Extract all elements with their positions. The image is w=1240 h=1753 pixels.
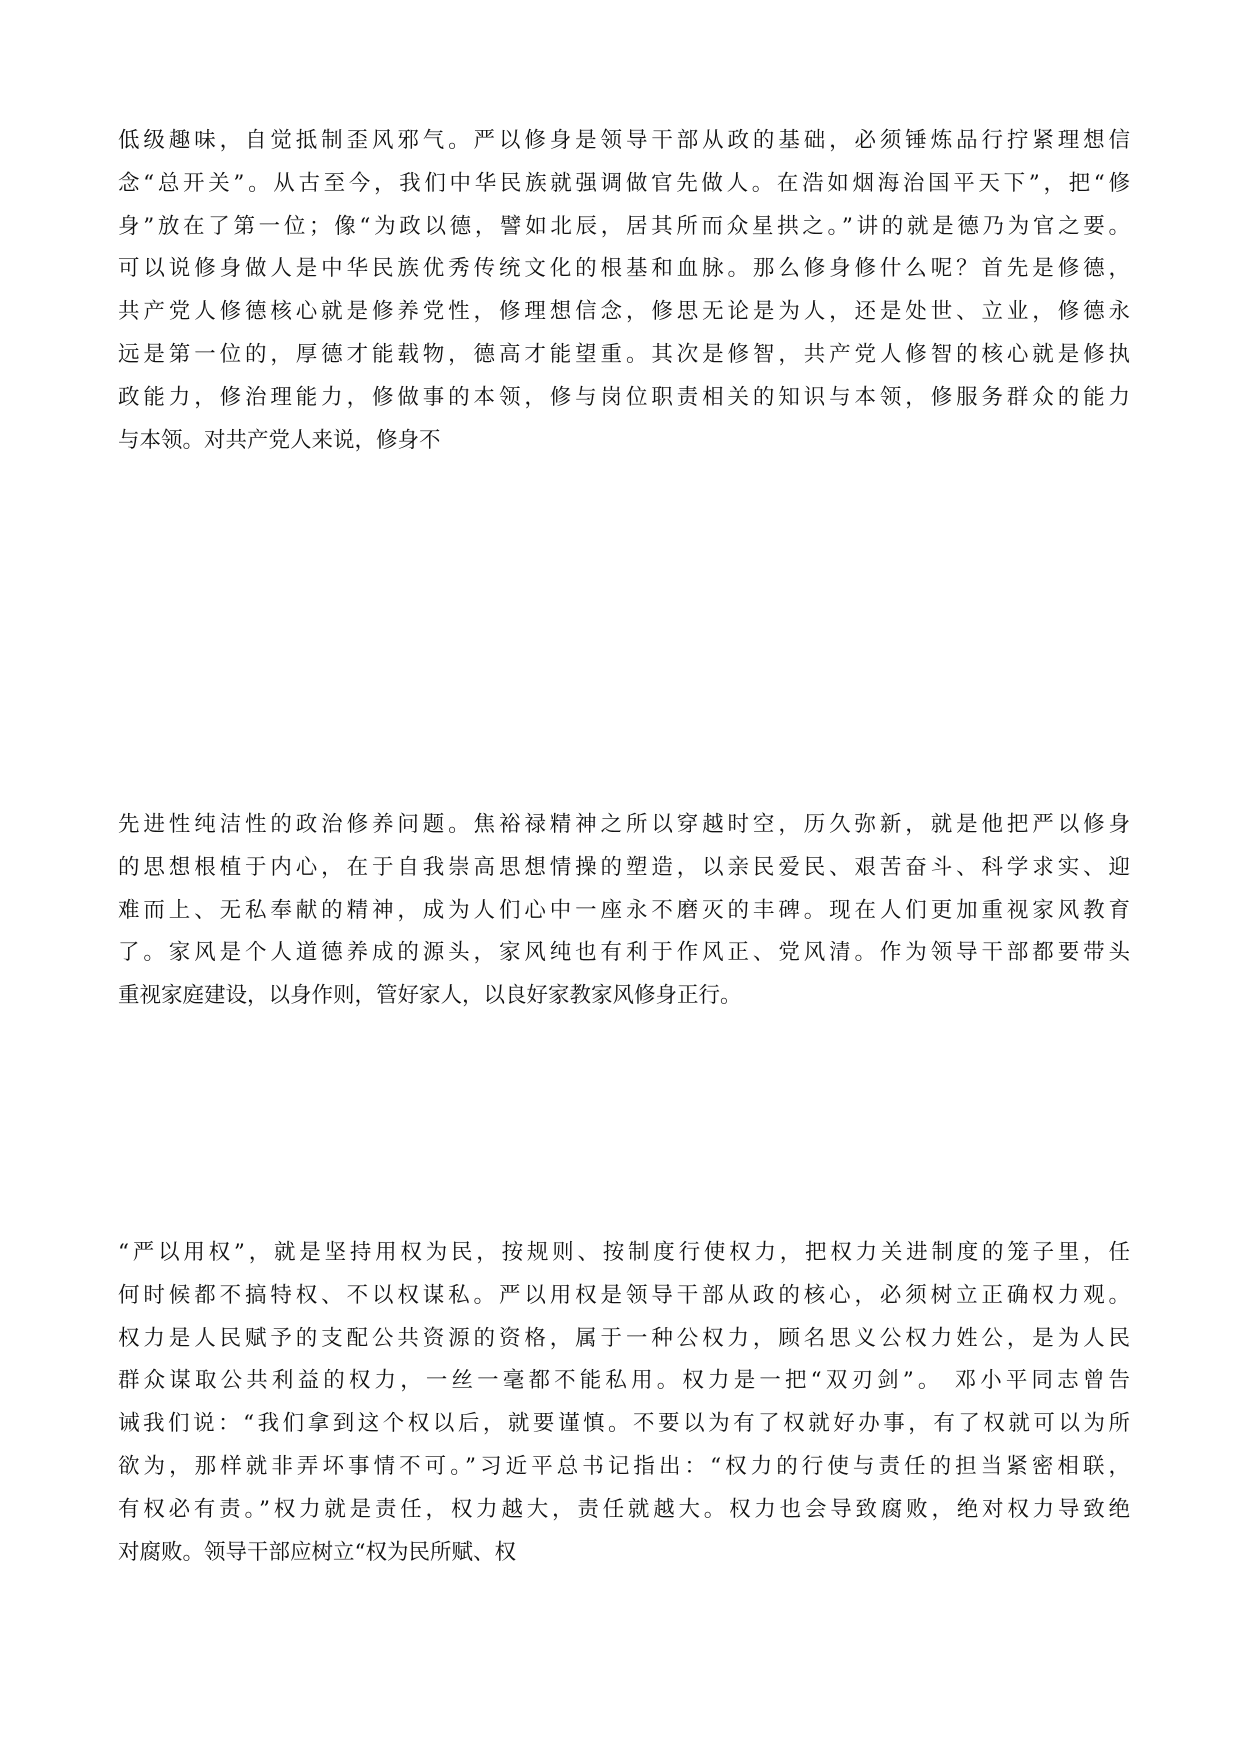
text-line: 念“总开关”。从古至今，我们中华民族就强调做官先做人。在浩如烟海治国平天下”，把“修 (118, 170, 1130, 196)
text-line: 低级趣味，自觉抵制歪风邪气。严以修身是领导干部从政的基础，必须锤炼品行拧紧理想信 (118, 128, 1130, 153)
text-line: 与本领。对共产党人来说，修身不 (118, 427, 441, 453)
text-line: 有权必有责。”权力就是责任，权力越大，责任就越大。权力也会导致腐败，绝对权力导致绝 (118, 1496, 1130, 1522)
text-line: 重视家庭建设，以身作则，管好家人，以良好家教家风修身正行。 (118, 983, 742, 1009)
text-line: 权力是人民赋予的支配公共资源的资格，属于一种公权力，顾名思义公权力姓公，是为人民 (118, 1325, 1130, 1351)
text-line: 诫我们说：“我们拿到这个权以后，就要谨慎。不要以为有了权就好办事，有了权就可以为所 (118, 1411, 1130, 1437)
text-line: 身”放在了第一位；像“为政以德，譬如北辰，居其所而众星拱之。”讲的就是德乃为官之要。 (118, 213, 1130, 239)
text-line: 共产党人修德核心就是修养党性，修理想信念，修思无论是为人，还是处世、立业，修德永 (118, 299, 1130, 325)
text-line: “严以用权”，就是坚持用权为民，按规则、按制度行使权力，把权力关进制度的笼子里，任 (118, 1240, 1130, 1265)
text-line: 政能力，修治理能力，修做事的本领，修与岗位职责相关的知识与本领，修服务群众的能力 (118, 384, 1130, 410)
text-line: 难而上、无私奉献的精神，成为人们心中一座永不磨灭的丰碑。现在人们更加重视家风教育 (118, 897, 1130, 923)
text-line: 对腐败。领导干部应树立“权为民所赋、权 (118, 1539, 516, 1565)
text-line: 群众谋取公共利益的权力，一丝一毫都不能私用。权力是一把“双刃剑”。 邓小平同志曾告 (118, 1368, 1130, 1394)
paragraph-self-cultivation (118, 120, 1130, 462)
text-line: 可以说修身做人是中华民族优秀传统文化的根基和血脉。那么修身修什么呢？首先是修德， (118, 256, 1130, 282)
text-line: 先进性纯洁性的政治修养问题。焦裕禄精神之所以穿越时空，历久弥新，就是他把严以修身 (118, 812, 1130, 837)
text-line: 了。家风是个人道德养成的源头，家风纯也有利于作风正、党风清。作为领导干部都要带头 (118, 940, 1130, 966)
text-line: 的思想根植于内心，在于自我崇高思想情操的塑造，以亲民爱民、艰苦奋斗、科学求实、迎 (118, 854, 1130, 880)
text-line: 远是第一位的，厚德才能载物，德高才能望重。其次是修智，共产党人修智的核心就是修执 (118, 341, 1130, 367)
text-line: 何时候都不搞特权、不以权谋私。严以用权是领导干部从政的核心，必须树立正确权力观。 (118, 1282, 1130, 1308)
paragraph-use-of-power (118, 1232, 1130, 1574)
text-line: 欲为，那样就非弄坏事情不可。”习近平总书记指出：“权力的行使与责任的担当紧密相联， (118, 1453, 1130, 1479)
paragraph-jiao-yulu (118, 804, 1130, 1018)
